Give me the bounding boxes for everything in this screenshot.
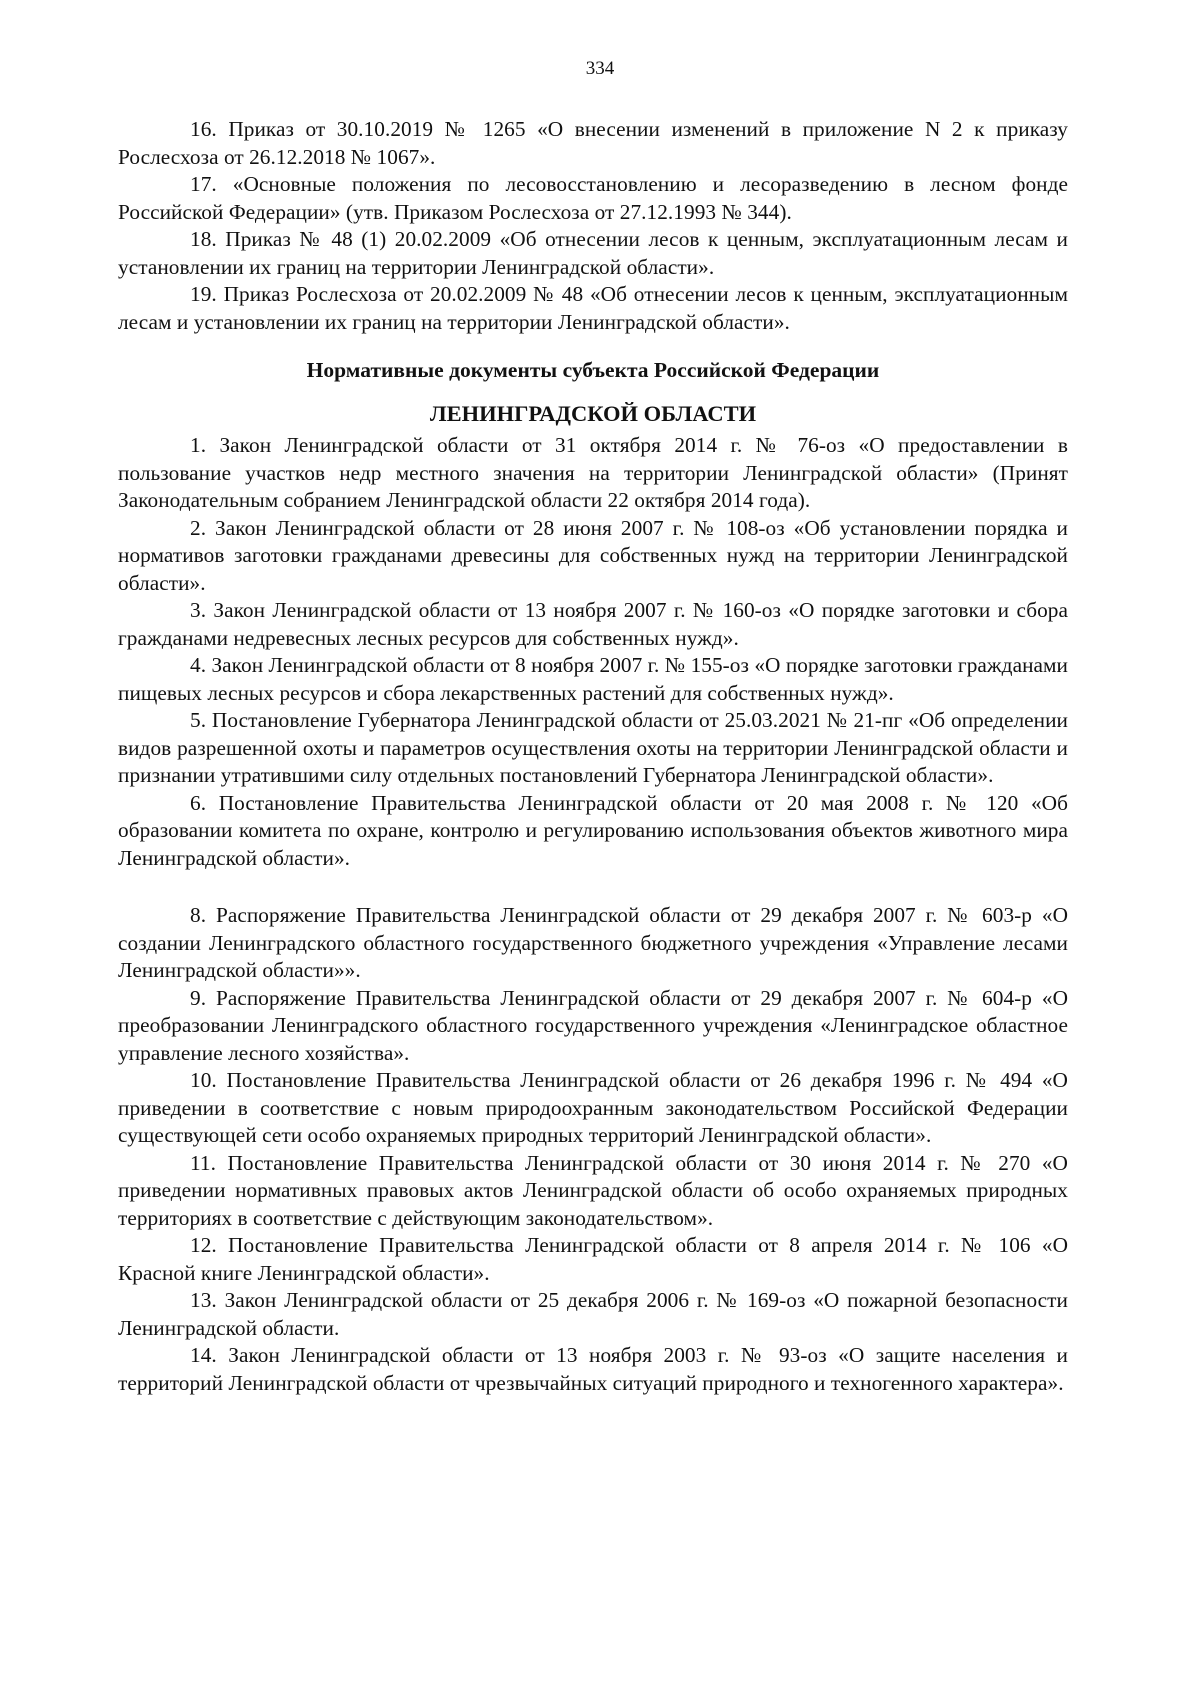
regional-items-list-part1 [118, 432, 1068, 872]
list-item: 14. Закон Ленинградской области от 13 ноября 2003 г. № 93-оз «О защите населения и территорий Ленинградской области от чрезвычайных ситуаций природного и техногенного характера». [118, 1343, 1068, 1395]
list-item: 3. Закон Ленинградской области от 13 ноября 2007 г. № 160-оз «О порядке заготовки и сбора гражданами недревесных лесных ресурсов для собственных нужд». [118, 598, 1068, 650]
list-item: 8. Распоряжение Правительства Ленинградской области от 29 декабря 2007 г. № 603-р «О создании Ленинградского областного государственного бюджетного учреждения «Управление лесами Ленинградской области»». [118, 903, 1068, 982]
list-item: 4. Закон Ленинградской области от 8 ноября 2007 г. № 155-оз «О порядке заготовки гражданами пищевых лесных ресурсов и сбора лекарственных растений для собственных нужд». [118, 653, 1068, 705]
regional-items-list-part2 [118, 902, 1068, 1397]
page-number: 334 [585, 58, 615, 79]
page-content [118, 116, 1068, 1397]
list-item: 1. Закон Ленинградской области от 31 октября 2014 г. № 76-оз «О предоставлении в пользование участков недр местного значения на территории Ленинградской области» (Принят Законодательным собранием Ленинградской области 22 октября 2014 года). [118, 433, 1068, 512]
list-item: 9. Распоряжение Правительства Ленинградской области от 29 декабря 2007 г. № 604-р «О преобразовании Ленинградского областного государственного учреждения «Ленинградское областное управление лесного хозяйства». [118, 985, 1068, 1065]
list-item: 12. Постановление Правительства Ленинградской области от 8 апреля 2014 г. № 106 «О Красной книге Ленинградской области». [118, 1233, 1068, 1285]
list-item: 17. «Основные положения по лесовосстановлению и лесоразведению в лесном фонде Российской Федерации» (утв. Приказом Рослесхоза от 27.12.1993 № 344). [118, 172, 1068, 224]
list-item: 13. Закон Ленинградской области от 25 декабря 2006 г. № 169-оз «О пожарной безопасности Ленинградской области. [118, 1288, 1068, 1340]
blank-line [118, 872, 1068, 902]
list-item: 11. Постановление Правительства Ленинградской области от 30 июня 2014 г. № 270 «О приведении нормативных правовых актов Ленинградской области об особо охраняемых природных территориях в соответствие с действующим законодательством». [118, 1150, 1068, 1230]
list-item: 6. Постановление Правительства Ленинградской области от 20 мая 2008 г. № 120 «Об образовании комитета по охране, контролю и регулированию использования объектов животного мира Ленинградской области». [118, 790, 1068, 870]
spacer [118, 336, 1068, 356]
list-item: 18. Приказ № 48 (1) 20.02.2009 «Об отнесении лесов к ценным, эксплуатационным лесам и установлении их границ на территории Ленинградской области». [118, 227, 1068, 279]
list-item: 16. Приказ от 30.10.2019 № 1265 «О внесении изменений в приложение N 2 к приказу Рослесхоза от 26.12.2018 № 1067». [118, 117, 1068, 169]
list-item: 19. Приказ Рослесхоза от 20.02.2009 № 48 «Об отнесении лесов к ценным, эксплуатационным лесам и установлении их границ на территории Ленинградской области». [118, 282, 1068, 334]
federal-items-list [118, 116, 1068, 336]
list-item: 2. Закон Ленинградской области от 28 июня 2007 г. № 108-оз «Об установлении порядка и нормативов заготовки гражданами древесины для собственных нужд на территории Ленинградской области». [118, 515, 1068, 595]
list-item: 5. Постановление Губернатора Ленинградской области от 25.03.2021 № 21-пг «Об определении видов разрешенной охоты и параметров осуществления охоты на территории Ленинградской области и признании утратившими силу отдельных постановлений Губернатора Ленинградской области». [118, 708, 1068, 787]
region-heading: ЛЕНИНГРАДСКОЙ ОБЛАСТИ [429, 401, 757, 426]
section-heading: Нормативные документы субъекта Российской Федерации [306, 358, 880, 382]
list-item: 10. Постановление Правительства Ленинградской области от 26 декабря 1996 г. № 494 «О приведении в соответствие с новым природоохранным законодательством Российской Федерации существующей сети особо охраняемых природных территорий Ленинградской области». [118, 1068, 1068, 1147]
